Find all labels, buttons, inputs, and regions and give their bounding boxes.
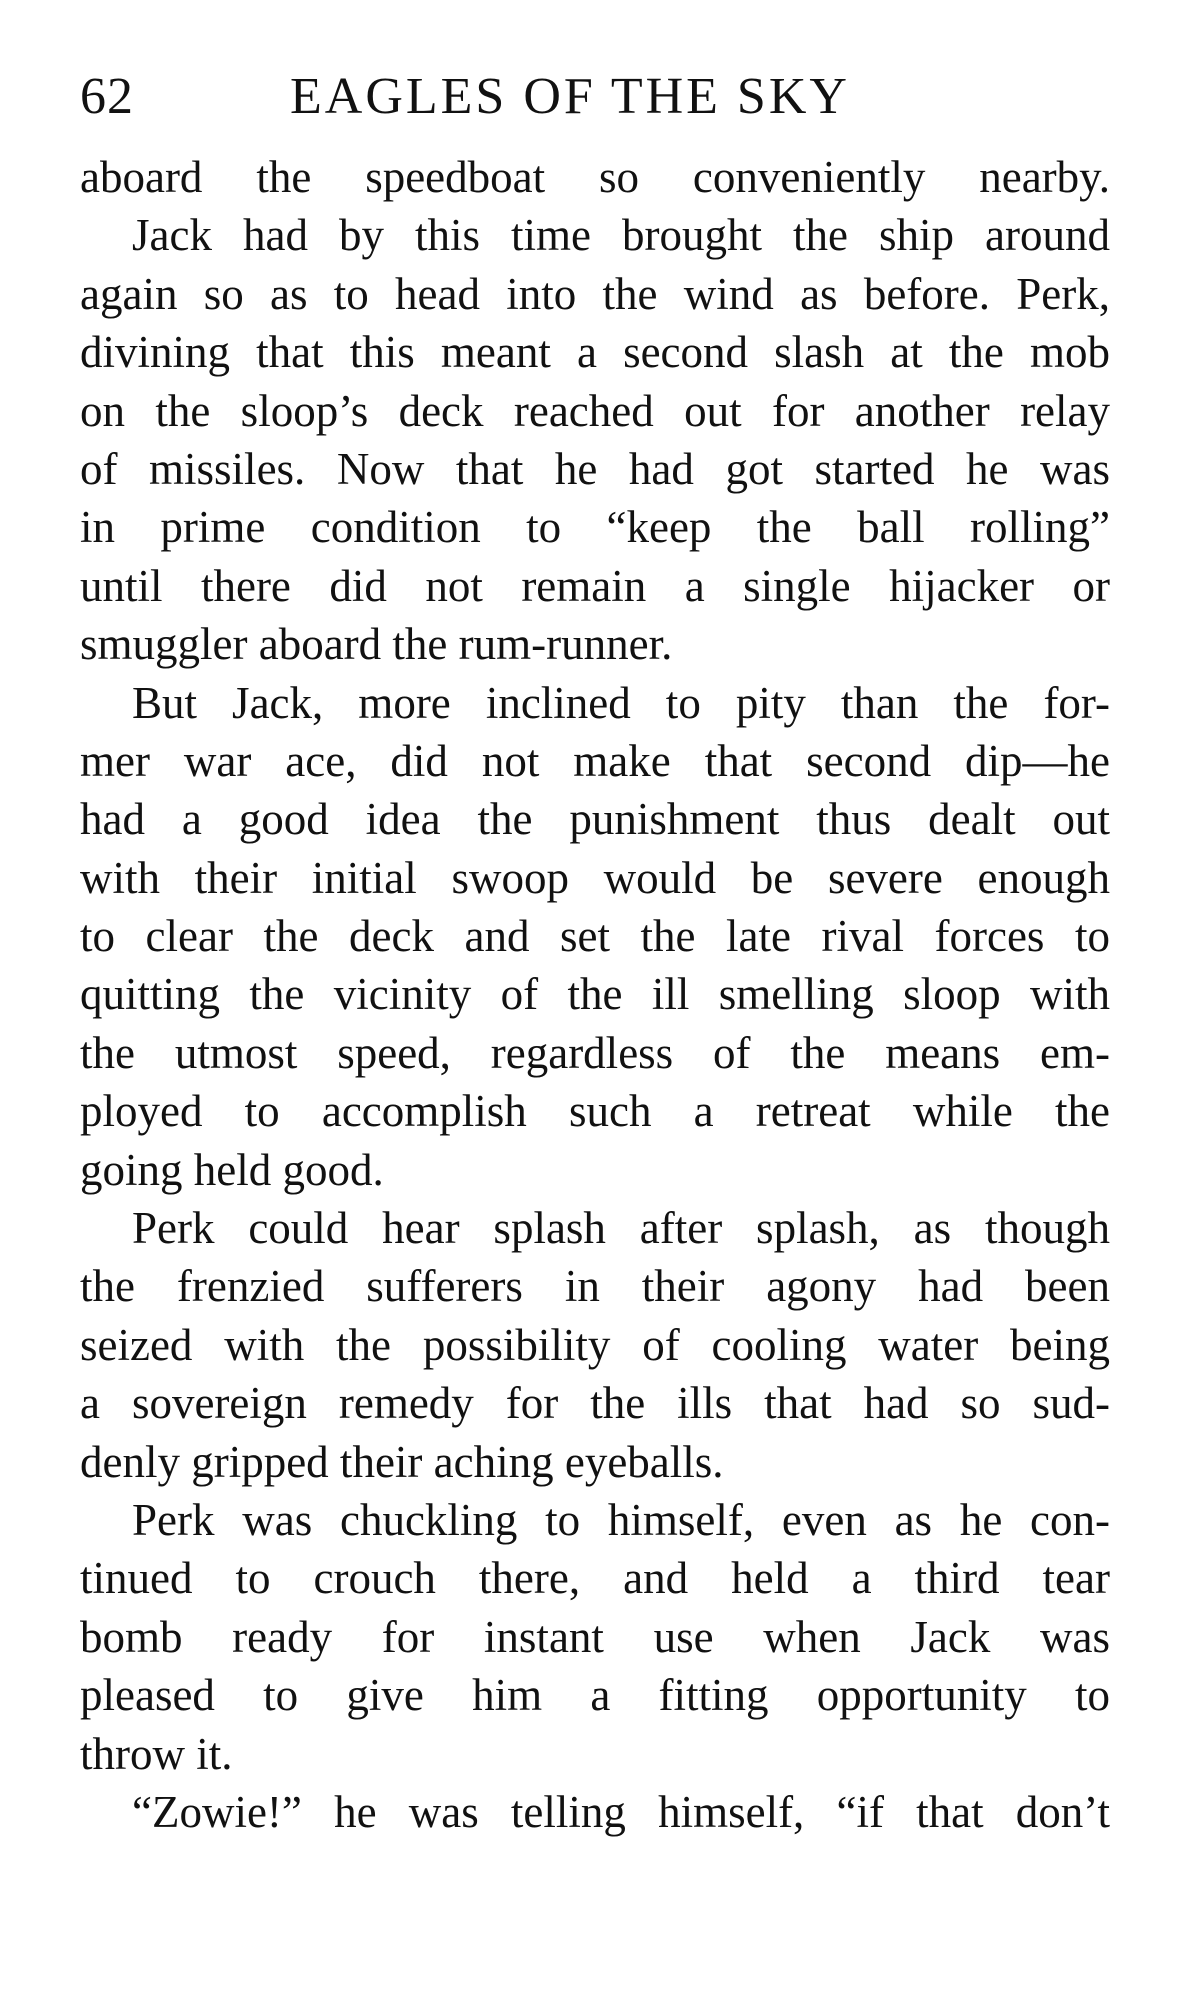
- text-line: with their initial swoop would be severe enough: [80, 852, 1110, 903]
- text-line: of missiles. Now that he had got started he was: [80, 443, 1110, 494]
- text-line: denly gripped their aching eyeballs.: [80, 1436, 724, 1487]
- text-line: Perk could hear splash after splash, as though: [132, 1203, 1110, 1254]
- text-line: Perk was chuckling to himself, even as he con-: [132, 1494, 1110, 1545]
- text-line: mer war ace, did not make that second dip—he: [80, 735, 1110, 786]
- body-text: [80, 148, 1110, 1841]
- text-line: bomb ready for instant use when Jack was: [80, 1611, 1110, 1662]
- text-line: seized with the possibility of cooling water being: [80, 1319, 1110, 1370]
- text-line: divining that this meant a second slash at the mob: [80, 327, 1110, 378]
- text-line: throw it.: [80, 1728, 233, 1779]
- text-line: a sovereign remedy for the ills that had so sud-: [80, 1378, 1110, 1429]
- text-line: pleased to give him a fitting opportunity to: [80, 1670, 1110, 1721]
- text-line: ployed to accomplish such a retreat while the: [80, 1086, 1110, 1137]
- running-head: [80, 62, 1110, 132]
- text-line: quitting the vicinity of the ill smelling sloop with: [80, 969, 1110, 1020]
- text-line: on the sloop’s deck reached out for another relay: [80, 385, 1110, 436]
- running-title: EAGLES OF THE SKY: [290, 68, 850, 125]
- page-number: 62: [80, 68, 134, 125]
- text-line: the utmost speed, regardless of the means em-: [80, 1027, 1110, 1078]
- text-line: again so as to head into the wind as before. Perk,: [80, 268, 1110, 319]
- text-line: had a good idea the punishment thus dealt out: [80, 794, 1110, 845]
- text-line: going held good.: [80, 1144, 384, 1195]
- text-line: But Jack, more inclined to pity than the for-: [132, 677, 1110, 728]
- text-line: in prime condition to “keep the ball rolling”: [80, 502, 1110, 553]
- text-line: tinued to crouch there, and held a third tear: [80, 1553, 1110, 1604]
- text-line: aboard the speedboat so conveniently nearby.: [80, 152, 1110, 202]
- text-line: Jack had by this time brought the ship around: [132, 210, 1110, 261]
- text-line: to clear the deck and set the late rival forces to: [80, 911, 1110, 962]
- text-line: the frenzied sufferers in their agony had been: [80, 1261, 1110, 1312]
- text-line: smuggler aboard the rum-runner.: [80, 619, 673, 670]
- text-line: “Zowie!” he was telling himself, “if that don’t: [132, 1786, 1110, 1837]
- text-line: until there did not remain a single hijacker or: [80, 560, 1110, 611]
